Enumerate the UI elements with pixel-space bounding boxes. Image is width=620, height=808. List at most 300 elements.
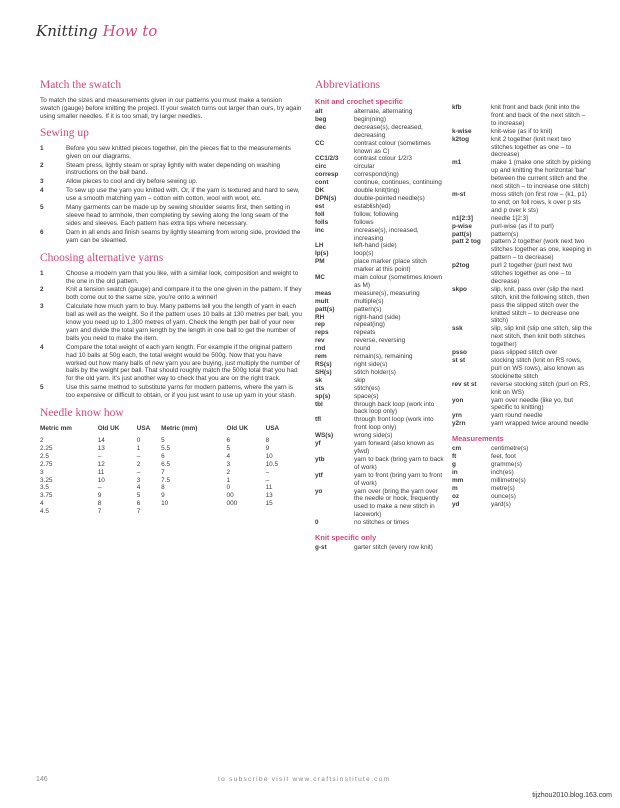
knit-only-list (315, 544, 447, 552)
abbr-definition: contrast colour 1/2/3 (354, 155, 412, 163)
needle-cell: 13 (97, 444, 105, 452)
step-text: Steam press, lightly steam or spray lightly with water depending on washing instructions on the ball band. (66, 161, 281, 177)
abbreviation-entry (452, 223, 592, 231)
needle-cell: 0 (136, 437, 141, 444)
knit-crochet-heading: Knit and crochet specific (315, 97, 403, 106)
table-row (40, 461, 290, 469)
needle-cell: 2.5 (40, 452, 49, 460)
abbr-definition: round (354, 345, 371, 353)
abbreviation-entry (315, 361, 447, 369)
abbr-definition: repeat(ing) (354, 321, 385, 329)
abbr-definition: yarn to front (bring yarn to front of work) (354, 471, 443, 487)
needle-cell: 9 (161, 492, 165, 500)
abbreviation-entry (315, 353, 447, 361)
abbr-definition: remain(s), remaining (354, 353, 413, 361)
step-text: Use this same method to substitute yarns for modern patterns, where the yarn is too expensive or difficult to obtain, or if you just want to use up yarn in your stash. (66, 384, 297, 400)
abbreviation-entry (315, 274, 447, 290)
needle-cell (161, 508, 226, 516)
abbreviation-entry (315, 163, 447, 171)
needle-cell: 2 (40, 437, 44, 444)
abbr-term: patt(s) (315, 305, 335, 313)
numbered-step (40, 344, 302, 384)
abbr-definition: needle 1[2:3] (491, 214, 528, 222)
abbr-definition: place marker (place stitch marker at this point) (354, 258, 427, 274)
abbr-definition: feet, foot (491, 453, 516, 461)
abbr-term: PM (315, 258, 325, 266)
abbr-definition: follow, following (354, 210, 399, 218)
abbreviation-entry (452, 445, 592, 453)
match-swatch-text: To match the sizes and measurements given in our patterns you must make a tension swatch (gauge) before knitting the project. If your swatch turns out larger than ours, try again using smaller needles. If it is too small, try larger needles. (40, 97, 302, 120)
needle-cell: 11 (265, 484, 273, 492)
abbr-term: reps (315, 329, 329, 337)
abbreviation-entry (315, 432, 447, 440)
needle-cell: 15 (265, 500, 273, 508)
title-knitting: Knitting (36, 22, 98, 40)
abbr-term: cont (315, 179, 329, 187)
abbr-term: y2rn (452, 420, 466, 428)
left-column (40, 78, 302, 516)
abbr-term: m (452, 484, 458, 492)
abbr-term: beg (315, 115, 327, 123)
step-text: Knit a tension swatch (gauge) and compare it to the one given in the pattern. If they both come out to the same size, you're onto a winner! (66, 286, 302, 302)
abbr-term: k2tog (452, 135, 470, 143)
abbr-definition: contrast colour (sometimes known as C) (354, 139, 431, 155)
needle-cell: 00 (226, 492, 234, 500)
step-number: 2 (40, 286, 44, 294)
needle-cell (266, 508, 290, 516)
abbr-term: foll (315, 210, 325, 218)
abbreviation-entry (315, 456, 447, 472)
abbreviation-entry (315, 116, 447, 124)
abbr-definition: knit-wise (as if to knit) (491, 127, 553, 135)
title-how-to: How to (102, 22, 158, 40)
needle-cell: 1 (136, 444, 141, 452)
measurements-heading: Measurements (452, 434, 504, 444)
abbr-definition: make 1 (make one stitch by picking up and knitting the horizontal 'bar' between the current stitch and the next stitch – to increase one stitch) (491, 159, 591, 191)
abbreviation-entry (452, 501, 592, 509)
abbreviation-entry (452, 191, 592, 215)
abbr-definition: yarn forward (also known as yfwd) (354, 440, 434, 455)
abbr-term: inc (315, 226, 325, 234)
needle-cell: 10 (97, 476, 105, 484)
abbr-definition: through front loop (work into front loop only) (354, 416, 434, 432)
abbr-definition: reverse, reversing (354, 337, 406, 345)
abbr-definition: millimetre(s) (491, 476, 526, 484)
needle-cell: 10.5 (265, 460, 279, 468)
abbr-definition: left-hand (side) (354, 242, 397, 250)
abbreviation-entry (315, 337, 447, 345)
step-number: 3 (40, 178, 44, 186)
needle-cell: 7 (97, 508, 102, 516)
abbreviation-entry (315, 385, 447, 393)
abbr-definition: purl-wise (as if to purl) (491, 222, 554, 230)
step-text: Allow pieces to cool and dry before sewing up. (66, 178, 198, 186)
abbreviation-entry (315, 227, 447, 243)
abbr-term: MC (315, 274, 325, 282)
abbr-term: dec (315, 123, 327, 131)
abbr-definition: garter stitch (every row knit) (354, 544, 433, 552)
abbr-definition: right side(s) (354, 361, 388, 368)
sewing-up-heading: Sewing up (40, 126, 89, 139)
needle-cell: – (136, 452, 141, 460)
needle-col-header: Metric mm (40, 425, 72, 433)
abbreviation-entry (315, 290, 447, 298)
abbreviation-entry (452, 262, 592, 286)
needle-cell (227, 508, 266, 516)
abbr-term: yon (452, 396, 464, 404)
abbr-definition: inch(es) (491, 468, 514, 476)
needle-cell: 5.5 (161, 444, 171, 452)
choosing-yarns-list (40, 270, 302, 401)
abbr-term: m-st (452, 190, 466, 198)
abbr-term: LH (315, 242, 324, 250)
abbr-definition: yarn over needle (like yo, but specific to knitting) (491, 396, 574, 412)
step-number: 4 (40, 187, 44, 195)
abbr-term: skpo (452, 285, 467, 293)
abbr-term: mm (452, 476, 464, 484)
table-row (40, 508, 290, 516)
abbreviation-entry (452, 325, 592, 349)
abbr-definition: wrong side(s) (354, 432, 393, 440)
numbered-step (40, 229, 302, 245)
needle-cell: 6 (161, 452, 165, 460)
abbr-term: mult (315, 297, 329, 305)
abbreviation-entry (315, 203, 447, 211)
numbered-step (40, 303, 302, 343)
table-row (40, 437, 290, 445)
abbr-definition: knit front and back (knit into the front and back of the next stitch – to increase) (491, 104, 586, 127)
abbr-term: folls (315, 218, 329, 226)
table-row (40, 469, 290, 477)
abbr-term: SH(s) (315, 368, 332, 376)
abbr-definition: metre(s) (491, 484, 515, 492)
abbr-term: 0 (315, 519, 319, 527)
numbered-step (40, 178, 302, 186)
abbreviation-entry (315, 219, 447, 227)
abbr-term: CC (315, 139, 325, 147)
watermark: tijzhou2010.blog.163.com (532, 792, 612, 799)
step-number: 4 (40, 343, 44, 351)
needle-cell: – (265, 468, 270, 476)
abbr-term: WS(s) (315, 432, 334, 440)
needle-cell: 2.75 (40, 460, 53, 468)
numbered-step (40, 162, 302, 178)
abbr-definition: pattern(s) (354, 305, 382, 313)
abbreviation-entry (315, 488, 447, 520)
needle-cell: 1 (226, 476, 231, 484)
abbreviations-right-column (452, 104, 592, 508)
abbreviation-entry (452, 215, 592, 223)
needle-cell: 4 (40, 500, 44, 508)
sewing-up-list (40, 145, 302, 245)
step-text: Many garments can be made up by sewing shoulder seams first, then setting in sleeve head to armhole, then completing by sewing along the long seam of the sides and sleeves. Each pattern has extra tips where necessary. (66, 204, 291, 227)
abbr-term: rep (315, 321, 325, 329)
needle-col-header: USA (136, 425, 151, 433)
abbr-definition: stitch holder(s) (354, 368, 396, 376)
abbr-term: n1[2:3] (452, 214, 473, 222)
step-number: 5 (40, 204, 44, 212)
needle-cell: 2 (136, 460, 141, 468)
page-title (36, 22, 158, 40)
numbered-step (40, 384, 302, 400)
abbr-definition: skip (354, 376, 366, 384)
needle-cell: 3.5 (40, 484, 49, 492)
numbered-step (40, 204, 302, 228)
abbr-term: g (452, 460, 456, 468)
abbr-definition: yarn round needle (491, 412, 543, 420)
needle-cell: 12 (97, 460, 105, 468)
step-text: To sew up use the yarn you knitted with. Or, if the yarn is textured and hard to sew, use a smooth matching yarn – cotton with cotton, wool with wool, etc. (66, 187, 300, 203)
abbr-definition: purl 2 together (purl next two stitches together as one – to decrease) (491, 262, 573, 285)
table-row (40, 477, 290, 485)
step-number: 1 (40, 144, 44, 152)
needle-cell: 3 (226, 460, 231, 468)
abbr-definition: slip, knit, pass over (slip the next stitch, knit the following stitch, then pass the slipped stitch over the knitted stitch – to decrease one stitch) (491, 285, 590, 325)
page-number: 146 (36, 776, 48, 783)
abbr-definition: pattern(s) (491, 230, 519, 238)
table-row (40, 453, 290, 461)
abbr-definition: main colour (sometimes known as M) (354, 274, 443, 289)
abbreviation-entry (452, 381, 592, 397)
abbreviation-entry (315, 472, 447, 488)
abbr-term: sk (315, 376, 323, 384)
needle-cell: 5 (226, 444, 231, 452)
abbr-definition: gramme(s) (491, 460, 522, 468)
table-row (40, 445, 290, 453)
abbreviations-heading: Abbreviations (315, 79, 381, 91)
needle-cell: 3 (40, 468, 44, 476)
subscribe-link[interactable]: to subscribe visit www.craftsinstitute.com (218, 776, 391, 783)
abbreviation-entry (452, 231, 592, 239)
needle-cell: 8 (97, 500, 102, 508)
needle-cell: 3 (136, 476, 141, 484)
abbreviation-entry (315, 108, 447, 116)
abbr-term: rev st st (452, 380, 477, 388)
abbr-definition: alternate, alternating (354, 108, 413, 115)
needle-cell: 6.5 (161, 460, 171, 468)
needle-cell: 6 (226, 437, 231, 444)
abbreviation-entry (315, 242, 447, 250)
abbreviation-entry (452, 104, 592, 128)
abbr-term: g-st (315, 544, 327, 552)
abbr-term: corresp (315, 171, 339, 179)
step-text: Darn in all ends and finish seams by lightly steaming from wrong side, provided the yarn can be steamed. (66, 228, 301, 244)
abbr-definition: right-hand (side) (354, 313, 401, 321)
abbr-term: ytf (315, 471, 323, 479)
numbered-step (40, 270, 302, 286)
needle-cell: 14 (97, 437, 105, 444)
knit-abbr-list (452, 104, 592, 428)
abbr-definition: moss stitch (on first row – (k1, p1) to end; on foll rows, k over p sts and p over k sts) (491, 190, 587, 214)
abbr-term: CC1/2/3 (315, 155, 339, 163)
abbr-term: RH (315, 313, 325, 321)
abbr-definition: pass slipped stitch over (491, 349, 558, 357)
abbreviation-entry (452, 397, 592, 413)
step-text: Calculate how much yarn to buy. Many patterns tell you the length of yarn in each ball as well as the weight. So if the pattern uses 10 balls at 130 metres per ball, you know you need up to 1,300 metres of yarn. Check the length per ball of your new yarn and divide the total yarn length by the length in one ball to get the number of balls you need to make the item. (66, 303, 302, 342)
abbr-definition: stitch(es) (354, 384, 380, 392)
abbr-term: sp(s) (315, 392, 331, 400)
needle-cell: 2 (226, 468, 231, 476)
step-text: Before you sew knitted pieces together, pin the pieces flat to the measurements given on our diagrams. (66, 144, 291, 160)
table-row (40, 484, 290, 492)
needle-cell: 10 (265, 452, 273, 460)
step-text: Choose a modern yarn that you like, with a similar look, composition and weight to the one in the old pattern. (66, 269, 299, 285)
abbreviation-entry (315, 440, 447, 456)
abbr-definition: knit 2 together (knit next two stitches together as one – to decrease) (491, 135, 572, 159)
needle-heading: Needle know how (40, 407, 124, 420)
abbr-definition: double-pointed needle(s) (354, 194, 425, 202)
abbr-term: cm (452, 445, 462, 453)
abbr-definition: establish(ed) (354, 202, 391, 210)
table-row (40, 500, 290, 508)
abbr-definition: centimetre(s) (491, 445, 529, 453)
abbr-definition: yarn wrapped twice around needle (491, 420, 589, 428)
needle-cell: 6 (136, 500, 141, 508)
abbr-term: yo (315, 487, 323, 495)
abbr-term: meas (315, 289, 332, 297)
needle-table (40, 425, 290, 516)
knit-only-heading: Knit specific only (315, 533, 377, 543)
abbreviation-entry (315, 211, 447, 219)
needle-cell: – (136, 468, 141, 476)
needle-col-header: Old UK (226, 425, 249, 433)
step-number: 6 (40, 228, 44, 236)
abbr-term: in (452, 468, 458, 476)
abbr-definition: space(s) (354, 392, 379, 400)
abbreviation-entry (452, 136, 592, 160)
abbr-definition: yarn to back (bring yarn to back of work) (354, 455, 444, 471)
abbreviation-entry (315, 187, 447, 195)
abbreviation-entry (315, 195, 447, 203)
abbreviation-entry (452, 469, 592, 477)
needle-cell: 7.5 (161, 476, 171, 484)
abbr-definition: no stitches or times (354, 519, 410, 527)
step-number: 1 (40, 269, 44, 277)
abbr-term: patt(s) (452, 230, 472, 238)
abbr-definition: measure(s), measuring (354, 289, 420, 297)
abbreviation-entry (452, 420, 592, 428)
abbr-definition: ounce(s) (491, 492, 516, 500)
needle-cell: 7 (136, 508, 141, 516)
abbr-definition: circular (354, 163, 375, 171)
match-swatch-heading: Match the swatch (40, 79, 122, 91)
needle-cell: 11 (97, 468, 105, 476)
abbr-term: yd (452, 500, 460, 508)
abbr-term: yrn (452, 412, 462, 420)
numbered-step (40, 145, 302, 161)
needle-cell: 4.5 (40, 508, 49, 516)
abbr-term: DK (315, 187, 325, 195)
abbr-term: tfl (315, 416, 322, 424)
needle-cell: 4 (226, 452, 231, 460)
abbr-definition: loop(s) (354, 250, 374, 258)
needle-col-header: USA (265, 425, 280, 433)
abbr-term: rev (315, 337, 325, 345)
abbreviation-entry (452, 349, 592, 357)
abbr-definition: reverse stocking stitch (purl on RS, knit on WS) (491, 380, 591, 396)
abbreviation-entry (452, 461, 592, 469)
needle-cell: 2.25 (40, 444, 53, 452)
abbr-definition: follows (354, 218, 374, 226)
abbreviation-entry (315, 140, 447, 156)
abbr-definition: pattern 2 together (work next two stitches together as one, keeping in pattern – to decrease) (491, 238, 592, 262)
abbr-definition: stocking stitch (knit on RS rows, purl on WS rows), also known as stockinette stitch (491, 357, 585, 380)
abbreviations-column (315, 78, 447, 552)
needle-cell: 13 (265, 492, 273, 500)
abbr-term: k-wise (452, 127, 472, 135)
step-number: 5 (40, 384, 44, 392)
needle-col-header: Metric (mm) (161, 425, 198, 433)
abbr-definition: continue, continues, continuing (354, 179, 442, 187)
needle-col-header: Old UK (97, 425, 120, 433)
abbr-definition: yarn over (bring the yarn over the needle or hook, frequently used to make a new stitch in lacework) (354, 487, 439, 519)
needle-cell: 10 (161, 500, 169, 508)
abbr-definition: through back loop (work into back loop only) (354, 400, 435, 416)
abbreviation-entry (452, 159, 592, 191)
needle-cell: 5 (161, 437, 165, 444)
measurements-list (452, 445, 592, 508)
needle-cell: 9 (265, 444, 270, 452)
abbr-term: rnd (315, 345, 326, 353)
abbreviation-entry (315, 179, 447, 187)
abbr-term: alt (315, 108, 323, 115)
abbr-term: est (315, 202, 325, 210)
abbreviation-entry (452, 485, 592, 493)
abbreviation-entry (315, 250, 447, 258)
abbreviation-entry (452, 412, 592, 420)
abbr-term: ytb (315, 455, 325, 463)
abbreviation-entry (315, 258, 447, 274)
abbreviation-entry (315, 416, 447, 432)
abbreviation-entry (452, 453, 592, 461)
abbr-term: ft (452, 453, 457, 461)
abbreviation-entry (452, 493, 592, 501)
abbreviation-entry (315, 329, 447, 337)
abbr-definition: slip, slip knit (slip one stitch, slip the next stitch, then knit both stitches together) (491, 325, 592, 349)
abbreviation-entry (315, 401, 447, 417)
abbreviation-entry (315, 345, 447, 353)
abbreviation-entry (452, 357, 592, 381)
needle-cell: 9 (97, 492, 102, 500)
abbr-term: p-wise (452, 222, 472, 230)
needle-cell: 000 (226, 500, 238, 508)
knit-crochet-list (315, 108, 447, 527)
abbreviation-entry (315, 369, 447, 377)
step-number: 3 (40, 303, 44, 311)
step-text: Compare the total weight of each yarn length. For example if the original pattern had 10 balls at 50g each, the total weight would be 500g. Now that you have worked out how many balls of new yarn you are buying, just multiply the number of balls by the weight per ball. That should roughly match the 500g total that you had for the old yarn. It's just another way to check that you are on the right track. (66, 343, 300, 383)
abbr-term: m1 (452, 159, 462, 167)
abbr-term: tbl (315, 400, 323, 408)
abbr-definition: multiple(s) (354, 297, 384, 305)
abbr-term: ssk (452, 325, 463, 333)
abbreviation-entry (315, 544, 447, 552)
needle-cell: 8 (161, 484, 165, 492)
abbr-term: rem (315, 353, 327, 361)
abbr-term: patt 2 tog (452, 238, 481, 246)
abbr-term: lp(s) (315, 250, 329, 258)
needle-cell: 5 (136, 492, 141, 500)
needle-cell: 3.75 (40, 492, 53, 500)
abbr-term: oz (452, 492, 460, 500)
needle-cell: 4 (136, 484, 141, 492)
abbr-definition: yard(s) (491, 500, 511, 508)
abbreviation-entry (315, 298, 447, 306)
abbr-term: circ (315, 163, 327, 171)
abbr-definition: decrease(s), decreased, decreasing (354, 123, 423, 139)
abbr-definition: begin(ning) (354, 115, 386, 123)
needle-cell: 7 (161, 468, 165, 476)
table-row (40, 492, 290, 500)
